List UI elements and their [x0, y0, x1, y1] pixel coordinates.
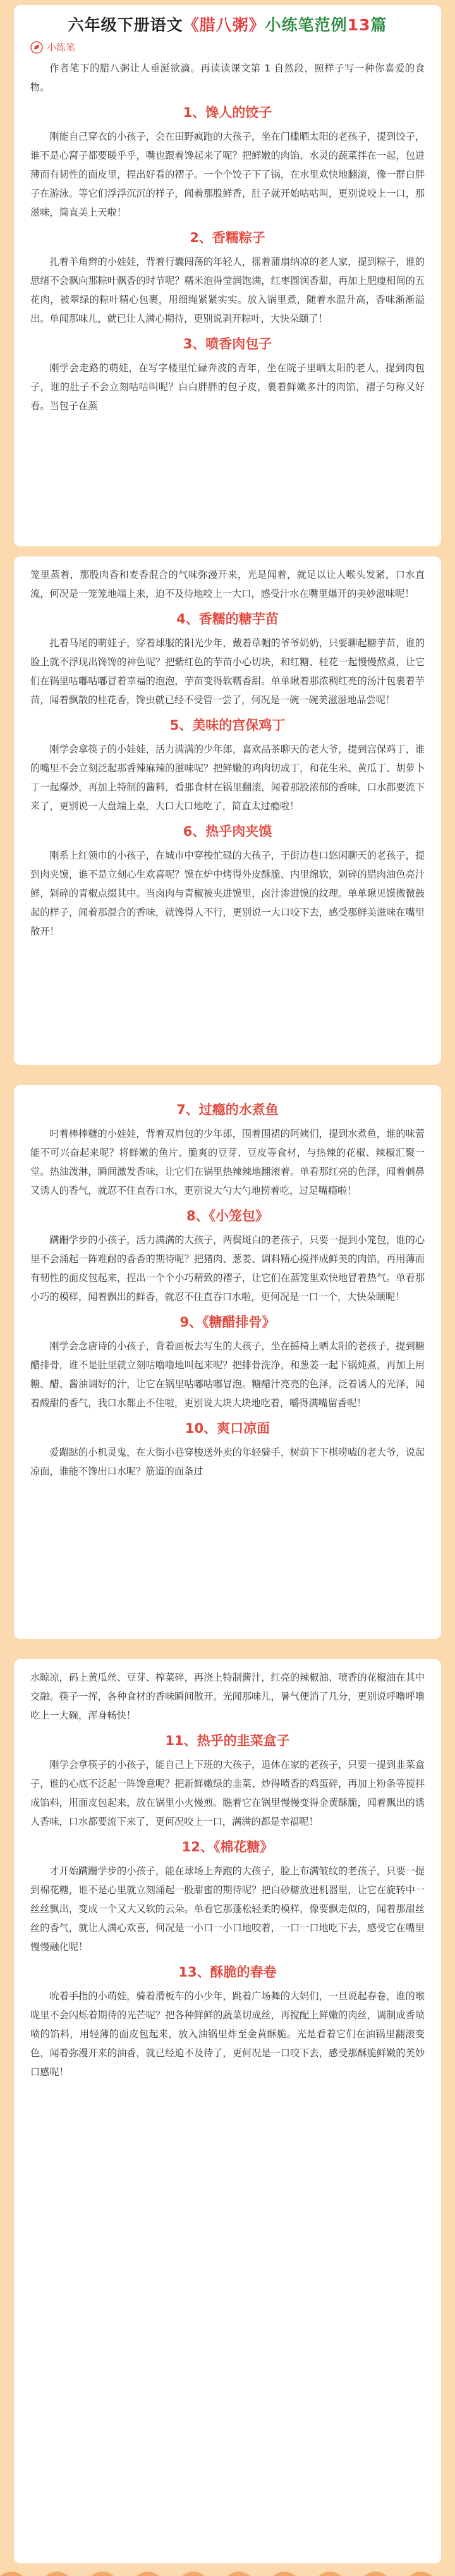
section-paragraph: 扎着羊角辫的小娃娃，背着行囊闯荡的年轻人，摇着蒲扇纳凉的老人家，提到粽子，谁的思绪不会飘向那粽叶飘香的时节呢？糯米泡得莹润饱满，红枣圆润香甜，再加上肥瘦相间的五花肉，被翠绿的粽叶精心包裹，用细绳紧紧实实。放入锅里煮，随着水温升高，香味渐渐溢出。单闻那味儿，就已让人满心期待，更别说剥开粽叶，大快朵颐了！ — [30, 256, 425, 324]
section-paragraph: 刚能自己穿衣的小孩子，会在田野疯跑的大孩子，坐在门槛晒太阳的老孩子，提到饺子，谁不是心窝子都要暖乎乎，嘴也跟着馋起来了呢？把鲜嫩的肉馅、水灵的蔬菜拌在一起，包进薄而有韧性的面皮里，捏出好看的褶子。一个个饺子下了锅，在水里欢快地翻滚，像一群白胖子在游泳。等它们浮浮沉沉的样子，闻着那股鲜香，肚子就开始咕咕叫，更别说咬上一口，那滋味，简直美上天啦！ — [30, 131, 425, 218]
section-heading: 7、过瘾的水煮鱼 — [176, 1102, 279, 1117]
section-paragraph: 刚学会念唐诗的小孩子，背着画板去写生的大孩子，坐在摇椅上晒太阳的老孩子，提到糖醋排骨，谁不是肚里就立刻咕噜噜地叫起来呢？把排骨洗净，和葱姜一起下锅炖煮，再加上用糖、醋、酱油调好的汁，让它在锅里咕嘟咕嘟冒泡。糖醋汁亮亮的色泽，泛着诱人的光泽，闻着酸甜的香气，我口水都止不住啦，更别说大块大块地吃着，嚼得满嘴留香呢！ — [30, 1340, 425, 1409]
section-heading: 5、美味的宫保鸡丁 — [169, 718, 286, 733]
tag-row — [30, 40, 425, 54]
section-paragraph: 吮着手指的小萌娃，骑着滑板车的小少年，跳着广场舞的大妈们，一旦说起春卷，谁的喉咙里不会闪烁着期待的光芒呢？把各种鲜鲜的蔬菜切成丝，再搅配上鲜嫩的肉丝，调制成香喷喷的馅料，用轻薄的面皮包起来，放入油锅里炸至金黄酥脆。光是看着它们在油锅里翻滚变色，闻着弥漫开来的油香，就已经迫不及待了，更何况是一口咬下去，感受那酥脆鲜嫩的美妙口感呢！ — [30, 1990, 425, 2078]
title-part2: 小练笔范例 — [265, 16, 348, 34]
card-3 — [14, 1085, 441, 1639]
section-paragraph: 扎着马尾的萌娃子，穿着球服的阳光少年，戴着草帽的爷爷奶奶，只要聊起糖芋苗，谁的脸上就不浮现出馋馋的神色呢？把紫红色的芋苗小心切块，和红糖、桂花一起慢慢熬煮，让它们在锅里咕嘟咕嘟冒着幸福的泡泡，芋苗变得软糯香甜。单单瞅着那浓稠红亮的汤汁包裹着芋苗，闻着飘散的桂花香，馋虫就已经不受管一尝了，何况是一碗一碗美滋滋地品尝呢！ — [30, 637, 425, 706]
section-heading: 13、酥脆的春卷 — [178, 1965, 277, 1980]
section-paragraph: 刚系上红领巾的小孩子，在城市中穿梭忙碌的大孩子，于街边巷口悠闲聊天的老孩子，提到肉夹馍，谁不是立刻心生欢喜呢？馍在炉中烤得外皮酥脆、内里绵软，剁碎的腊肉油色亮汁鲜，剁碎的青椒点缀其中。当卤肉与青椒被夹进馍里，卤汁渗进馍的纹理。单单瞅见馍微微鼓起的样子，闻着那混合的香味，就馋得人不行，更别说一大口咬下去，感受那鲜美滋味在嘴里散开！ — [30, 850, 425, 937]
section-paragraph: 刚学会拿筷子的小娃娃，活力满满的少年郎，喜欢品茶聊天的老大爷，提到宫保鸡丁，谁的嘴里不会立刻泛起那香辣麻辣的滋味呢？把鲜嫩的鸡肉切成丁，和花生米、黄瓜丁、胡萝卜丁一起爆炒，再加上特制的酱料，看那食材在锅里翻滚，闻着那股浓郁的香味，口水都要流下来了，更别说一大盘端上桌，大口大口地吃了，简直太过瘾啦！ — [30, 744, 425, 812]
card-1 — [14, 5, 441, 546]
section-heading: 8、《小笼包》 — [186, 1208, 269, 1224]
bottom-wave-decoration — [0, 2567, 455, 2576]
section-heading: 3、喷香肉包子 — [183, 336, 272, 352]
title-book: 《腊八粥》 — [183, 16, 265, 34]
tag-label: 小练笔 — [47, 42, 76, 53]
section-paragraph: 刚学会拿筷子的小孩子，能自己上下班的大孩子，退休在家的老孩子，只要一提到韭菜盒子，谁的心底不泛起一阵馋意呢？把新鲜嫩绿的韭菜、炒得喷香的鸡蛋碎，再加上粉条等搅拌成馅料，用面皮包起来，放在锅里小火慢煎。瞧着它在锅里慢慢变得金黄酥脆，闻着飘出的诱人香味，口水都要流下来了，更何况咬上一口，满满的都是幸福呢！ — [30, 1759, 425, 1827]
section-heading: 12、《棉花糖》 — [181, 1839, 274, 1855]
section-paragraph: 爱蹦跶的小机灵鬼，在大街小巷穿梭送外卖的年轻骑手，树荫下下棋唠嗑的老大爷，说起凉面，谁能不馋出口水呢？筋道的面条过 — [30, 1447, 425, 1477]
card-2 — [14, 556, 441, 1065]
leaf-icon — [30, 41, 43, 54]
section-paragraph-continued: 水晾凉，码上黄瓜丝、豆芽、榨菜碎，再浇上特制酱汁，红亮的辣椒油、喷香的花椒油在其中交融。筷子一挥，各种食材的香味瞬间散开。光闻那味儿，暑气便消了几分，更别说呼噜呼噜吃上一大碗，浑身畅快！ — [30, 1672, 425, 1721]
section-heading: 1、馋人的饺子 — [183, 105, 272, 120]
section-heading: 11、热乎的韭菜盒子 — [165, 1733, 290, 1748]
title-part1: 六年级下册语文 — [68, 16, 183, 34]
section-paragraph: 刚学会走路的萌娃，在写字楼里忙碌奔波的青年，坐在院子里晒太阳的老人，提到肉包子，谁的肚子不会立刻咕咕叫呢？白白胖胖的包子皮，裹着鲜嫩多汁的肉馅，褶子匀称又好看。当包子在蒸 — [30, 362, 425, 412]
section-paragraph-continued: 笼里蒸着，那股肉香和麦香混合的气味弥漫开来，光是闻着，就足以让人喉头发紧，口水直流，何况是一笼笼地端上来，迫不及待地咬上一大口，感受汁水在嘴里爆开的美妙滋味呢！ — [30, 569, 425, 599]
section-heading: 6、热乎肉夹馍 — [183, 824, 272, 839]
section-heading: 10、爽口凉面 — [185, 1421, 270, 1436]
section-heading: 4、香糯的糖芋苗 — [176, 611, 279, 627]
section-paragraph: 才开始蹒跚学步的小孩子，能在球场上奔跑的大孩子，脸上布满皱纹的老孩子，只要一提到棉花糖，谁不是心里就立刻涌起一股甜蜜的期待呢？把白砂糖放进机器里，让它在旋转中一丝丝飘出，变成一个又大又软的云朵。单看它那蓬松轻柔的模样，像要飘走似的，闻着那甜丝丝的香气，就让人满心欢喜，何况是一小口一小口地咬着，一口一口地吃下去，感受它在嘴里慢慢融化呢！ — [30, 1865, 425, 1953]
document-title — [30, 14, 425, 37]
section-heading: 2、香糯粽子 — [190, 230, 265, 245]
card-4 — [14, 1659, 441, 2563]
intro-paragraph: 作者笔下的腊八粥让人垂涎欲滴。再读读课文第 1 自然段，照样子写一种你喜爱的食物。 — [30, 63, 425, 93]
section-heading: 9、《糖醋排骨》 — [179, 1315, 276, 1330]
section-paragraph: 蹒跚学步的小孩子，活力满满的大孩子，两鬓斑白的老孩子，只要一提到小笼包，谁的心里不会涌起一阵难耐的香香的期待呢？把猪肉、葱姜、调料精心搅拌成鲜美的肉馅，再用薄而有韧性的面皮包起来，捏出一个个小巧精致的褶子，让它们在蒸笼里欢快地冒着热气。单看那小巧的模样，闻着飘出的鲜香，就忍不住直吞口水啦，更何况是一口一个，大快朵颐呢！ — [30, 1234, 425, 1303]
title-part3: 篇 — [370, 16, 387, 34]
section-paragraph: 叼着棒棒糖的小娃娃，背着双肩包的少年郎，围着围裙的阿姨们，提到水煮鱼，谁的味蕾能不可兴奋起来呢？将鲜嫩的鱼片、脆爽的豆芽、豆皮等食材，与热辣的花椒、辣椒汇聚一堂。热油泼淋，瞬间激发香味，让它们在锅里热辣辣地翻滚着。单看那红亮的色泽，闻着刺鼻又诱人的香气，就忍不住直吞口水，更别说大勺大勺地捞着吃，过足嘴瘾啦！ — [30, 1128, 425, 1196]
title-count: 13 — [347, 16, 371, 34]
